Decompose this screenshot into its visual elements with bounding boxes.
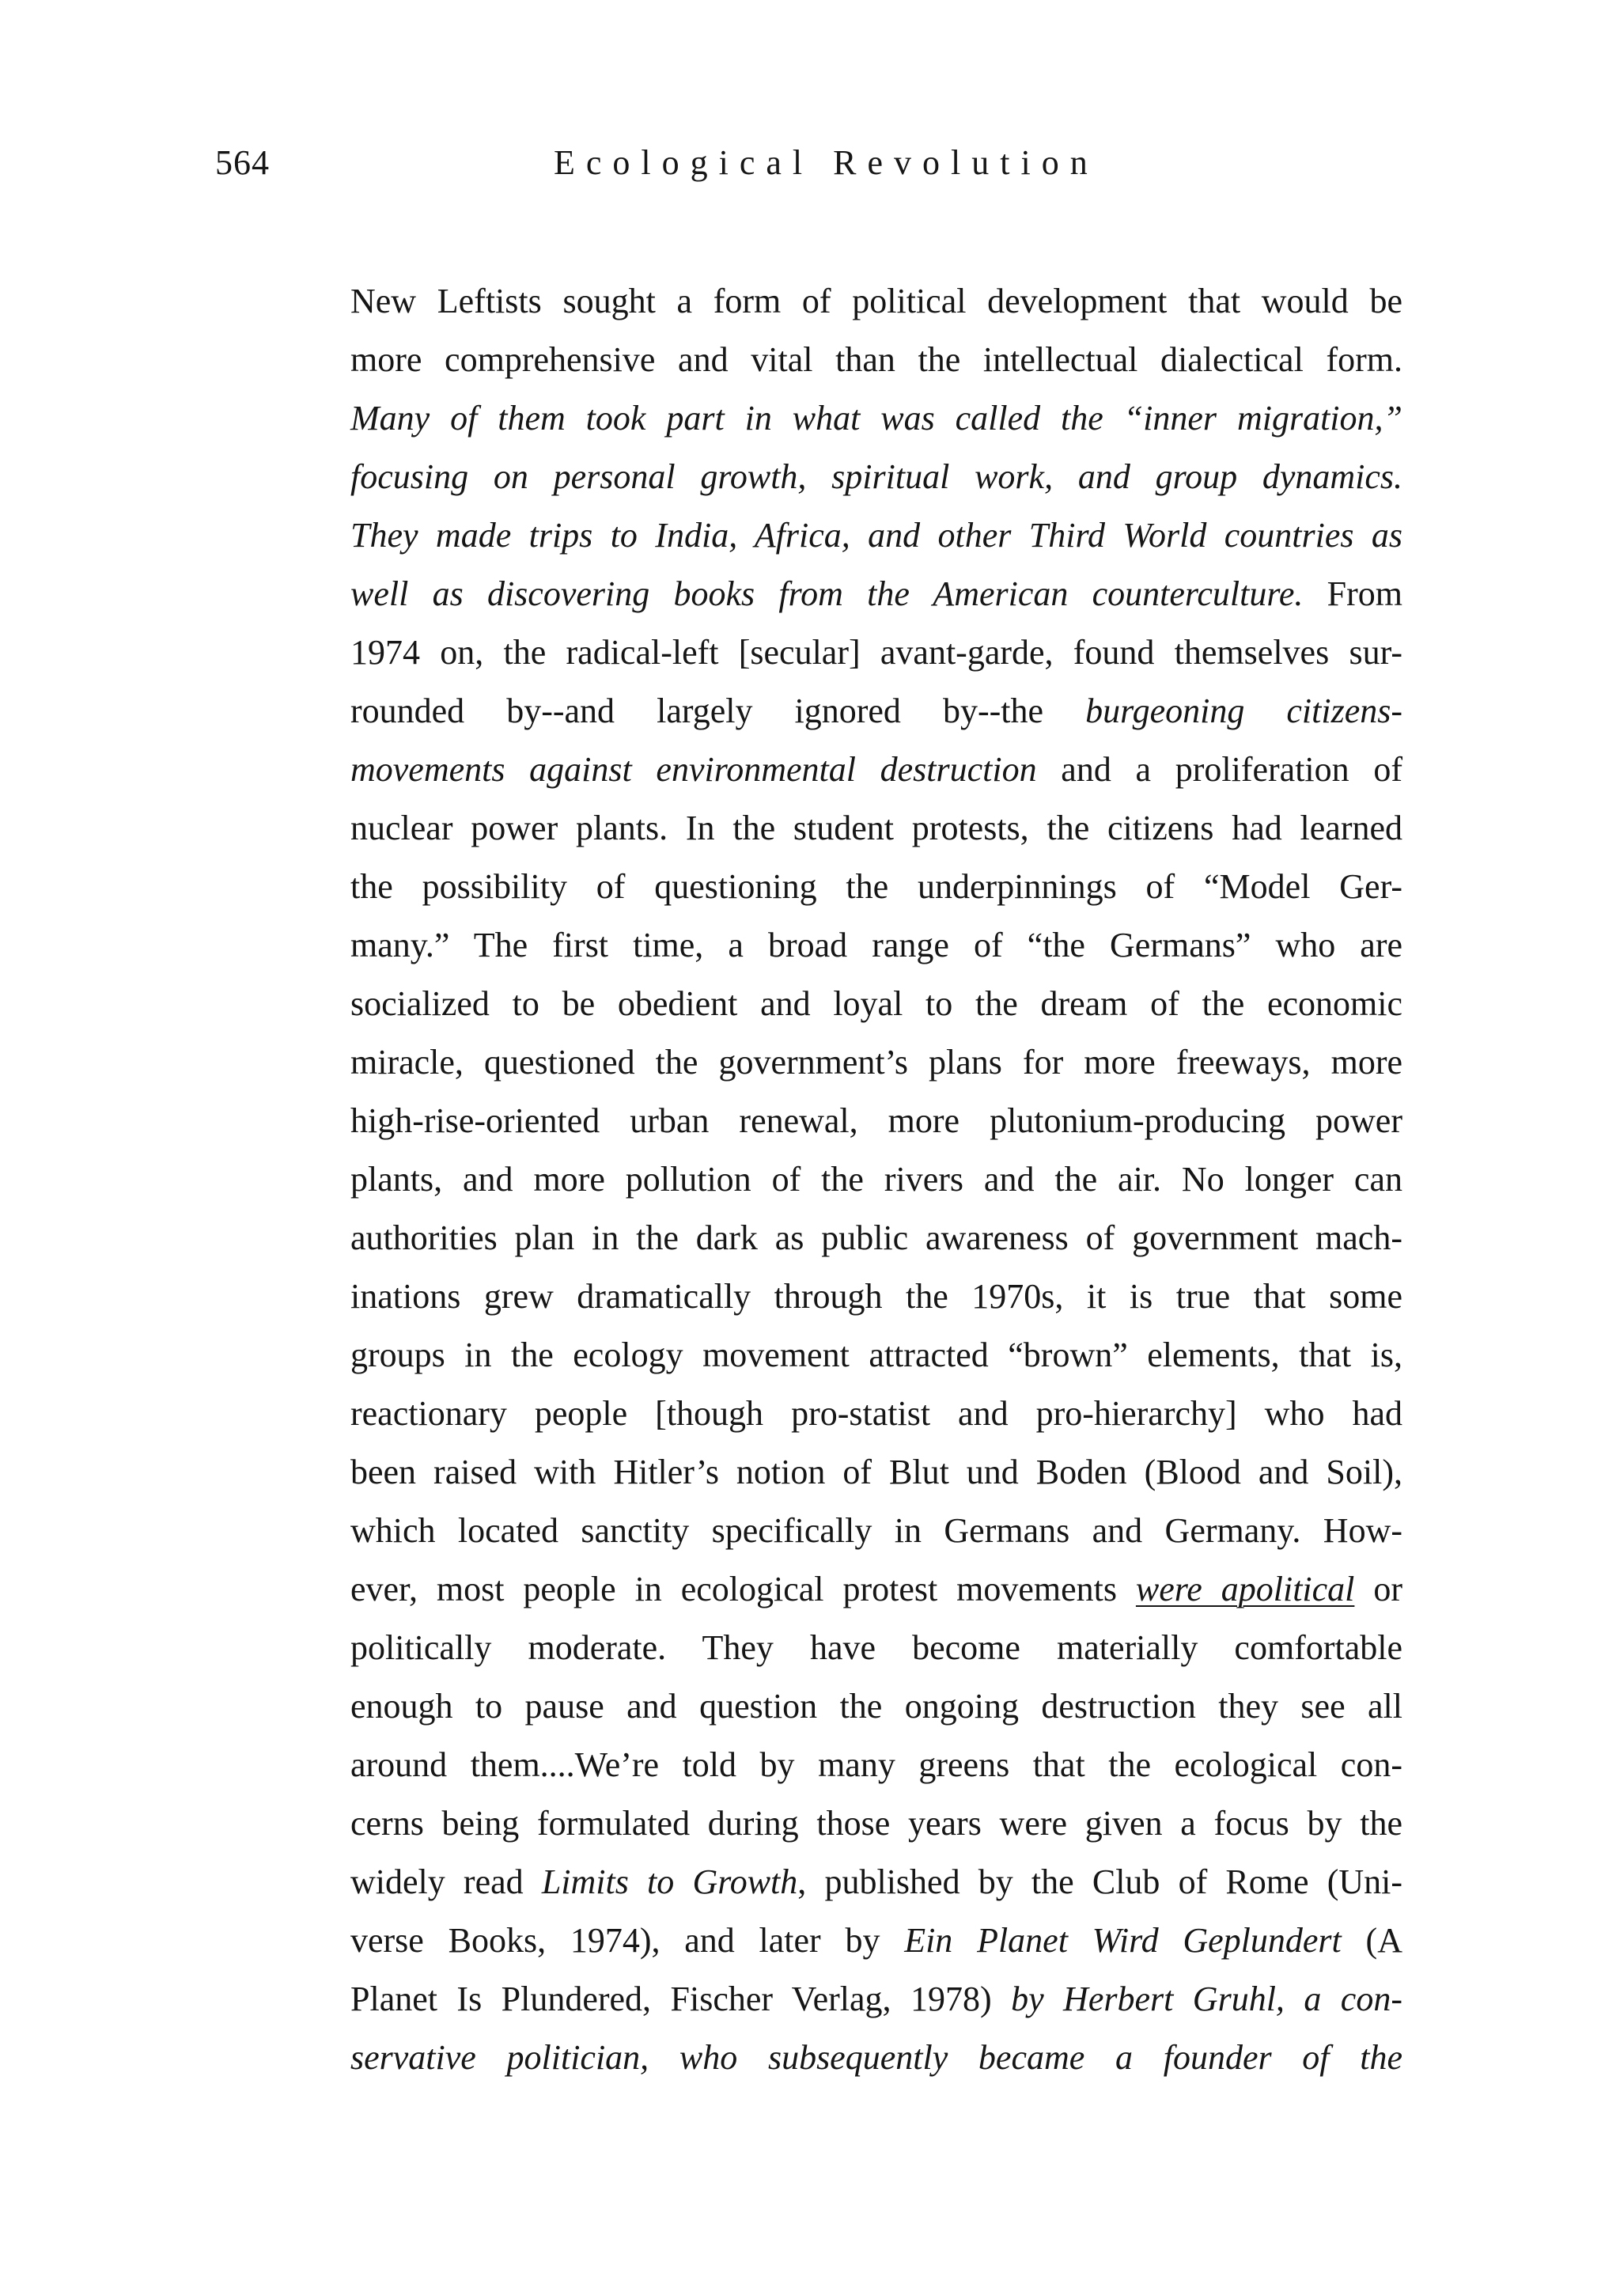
text-line [350,1209,1402,1267]
text-line [350,1911,1402,1970]
text-run: From [1303,574,1402,613]
body-text [350,272,1402,2087]
text-run: plants, and more pollution of the rivers and the air. No longer can [350,1160,1402,1199]
text-line [350,1619,1402,1677]
text-line [350,1560,1402,1619]
italic-text: Many of them took part in what was called the “inner migration,” [350,399,1402,438]
text-line [350,1502,1402,1560]
text-run: (A [1341,1921,1402,1960]
text-line [350,1150,1402,1209]
italic-text: burgeoning citizens- [1085,691,1402,730]
text-run: politically moderate. They have become materially comfortable [350,1628,1402,1667]
text-line [350,565,1402,623]
text-line [350,1092,1402,1150]
italic-text: servative politician, who subsequently became a founder of the [350,2038,1402,2077]
text-run: New Leftists sought a form of political development that would be [350,282,1402,320]
text-run: and a proliferation of [1036,750,1402,789]
text-run: reactionary people [though pro-statist and pro-hierarchy] who had [350,1394,1402,1433]
text-run: the possibility of questioning the underpinnings of “Model Ger- [350,867,1402,906]
running-head [0,141,1620,185]
text-run: widely read [350,1862,542,1901]
page-number: 564 [215,143,270,182]
text-line [350,741,1402,799]
text-run: authorities plan in the dark as public awareness of government mach- [350,1218,1402,1257]
text-run: , published by the Club of Rome (Uni- [797,1862,1403,1901]
text-line [350,2029,1402,2087]
text-line [350,272,1402,331]
italic-text: well as discovering books from the American counterculture. [350,574,1304,613]
text-line [350,975,1402,1033]
text-run: nuclear power plants. In the student protests, the citizens had learned [350,809,1402,847]
italic-text: Ein Planet Wird Geplundert [904,1921,1342,1960]
text-line [350,448,1402,506]
text-line [350,1326,1402,1385]
text-run: which located sanctity specifically in Germans and Germany. How- [350,1511,1402,1550]
text-run: around them....We’re told by many greens that the ecological con- [350,1745,1402,1784]
text-line [350,682,1402,741]
text-line [350,1736,1402,1794]
text-run: been raised with Hitler’s notion of Blut und Boden (Blood and Soil), [350,1453,1402,1491]
text-run: high-rise-oriented urban renewal, more plutonium-producing power [350,1101,1402,1140]
text-run: or [1354,1570,1402,1608]
text-line [350,1677,1402,1736]
text-line [350,1033,1402,1092]
text-line [350,1385,1402,1443]
underlined-text: were apolitical [1135,1570,1355,1608]
text-run: 1974 on, the radical-left [secular] avant-garde, found themselves sur- [350,633,1402,672]
italic-text: Limits to Growth [541,1862,798,1901]
text-run: cerns being formulated during those years were given a focus by the [350,1804,1402,1843]
text-run: verse Books, 1974), and later by [350,1921,905,1960]
text-line [350,916,1402,975]
italic-text: focusing on personal growth, spiritual work, and group dynamics. [350,457,1402,496]
text-line [350,623,1402,682]
text-line [350,1794,1402,1853]
text-run: rounded by--and largely ignored by--the [350,691,1086,730]
italic-text: by Herbert Gruhl, a con- [1011,1980,1402,2018]
text-run: more comprehensive and vital than the intellectual dialectical form. [350,340,1402,379]
text-run: socialized to be obedient and loyal to the dream of the economic [350,984,1402,1023]
running-title: Ecological Revolution [554,143,1099,182]
text-line [350,1443,1402,1502]
text-line [350,799,1402,858]
text-run: enough to pause and question the ongoing destruction they see all [350,1687,1402,1726]
text-run: groups in the ecology movement attracted “brown” elements, that is, [350,1336,1402,1374]
text-line [350,331,1402,389]
text-run: miracle, questioned the government’s plans for more freeways, more [350,1043,1402,1082]
text-line [350,1853,1402,1911]
text-run: inations grew dramatically through the 1970s, it is true that some [350,1277,1402,1316]
text-line [350,389,1402,448]
text-line [350,1970,1402,2029]
text-run: ever, most people in ecological protest movements [350,1570,1136,1608]
italic-text: movements against environmental destruction [350,750,1037,789]
italic-text: They made trips to India, Africa, and other Third World countries as [350,516,1402,555]
text-run: many.” The first time, a broad range of “the Germans” who are [350,926,1402,964]
text-line [350,1267,1402,1326]
text-line [350,506,1402,565]
text-line [350,858,1402,916]
text-run: Planet Is Plundered, Fischer Verlag, 1978) [350,1980,1012,2018]
